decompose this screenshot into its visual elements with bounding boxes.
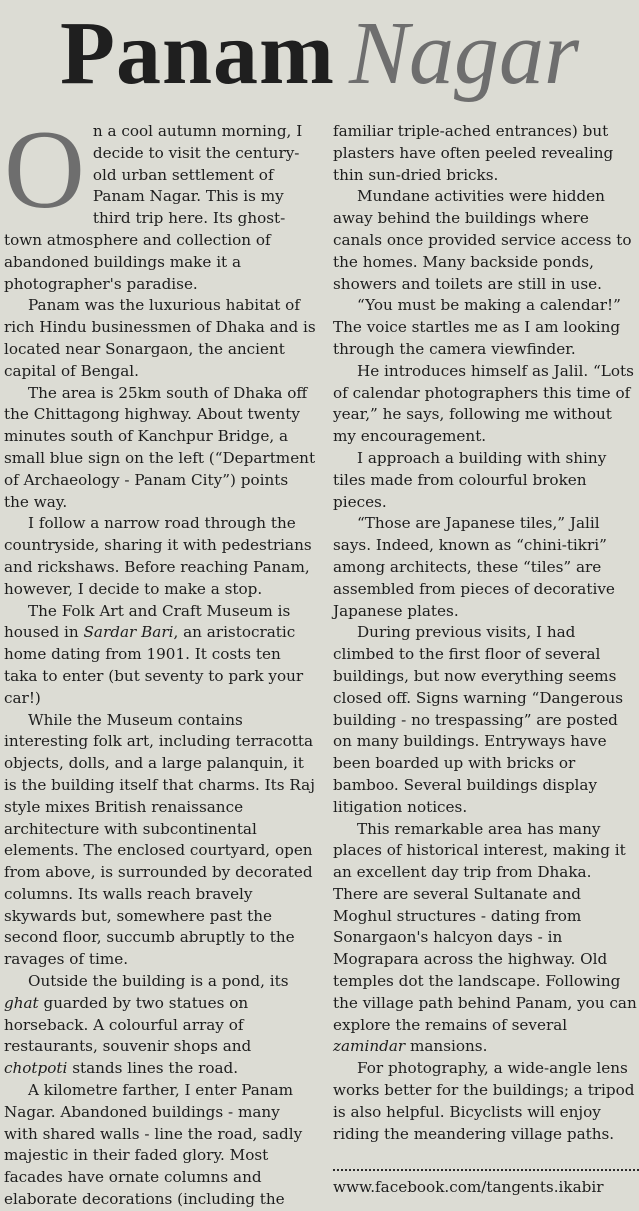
dotted-divider — [333, 1169, 639, 1171]
paragraph: During previous visits, I had climbed to the first floor of several buildings, but now everything seems closed off. Signs warning “Dangerous building - no trespassing” are posted on many buildings. Entryways have been boarded up with bricks or bamboo. Several buildings display litigation notices. — [333, 623, 624, 816]
paragraph: For photography, a wide-angle lens works better for the buildings; a tripod is also helpful. Bicyclists will enjoy riding the meandering village paths. — [333, 1059, 635, 1143]
paragraph: The Folk Art and Craft Museum is housed in Sardar Bari, an aristocratic home dating from 1901. It costs ten taka to enter (but seventy to park your car!) — [4, 601, 304, 707]
paragraph: “Those are Japanese tiles,” Jalil says. Indeed, known as “chini-tikri” among architects, these “tiles” are assembled from pieces of decorative Japanese plates. — [333, 514, 615, 620]
paragraph: I follow a narrow road through the countryside, sharing it with pedestrians and rickshaws. Before reaching Panam, however, I decide to make a stop. — [4, 514, 312, 598]
paragraph: I approach a building with shiny tiles made from colourful broken pieces. — [333, 448, 607, 511]
paragraph: He introduces himself as Jalil. “Lots of calendar photographers this time of year,” he says, following me without my encouragement. — [333, 361, 634, 446]
paragraph: Outside the building is a pond, its ghat guarded by two statues on horseback. A colourful array of restaurants, souvenir shops and chotpoti stands lines the road. — [4, 972, 289, 1078]
headline-word-panam: Panam — [59, 4, 335, 103]
headline — [0, 0, 639, 108]
paragraph: The area is 25km south of Dhaka off the Chittagong highway. About twenty minutes south of Kanchpur Bridge, a small blue sign on the left (“Department of Archaeology - Panam City”) points the way. — [4, 383, 316, 511]
paragraph: On a cool autumn morning, I decide to visit the century-old urban settlement of Panam Nagar. This is my third trip here. Its ghost-town atmosphere and collection of abandoned buildings make it a photographer's paradise. — [4, 108, 303, 293]
italic-term: Sardar Bari — [83, 623, 174, 642]
article-column-right — [333, 121, 639, 1197]
photo-credit-link[interactable]: www.facebook.com/tangents.ikabir — [333, 1178, 604, 1197]
paragraph: “You must be making a calendar!” The voice startles me as I am looking through the camera viewfinder. — [333, 296, 621, 358]
italic-term: ghat — [4, 993, 39, 1012]
paragraph: Panam was the luxurious habitat of rich Hindu businessmen of Dhaka and is located near Sonargaon, the ancient capital of Bengal. — [4, 296, 316, 380]
italic-term: zamindar — [333, 1037, 406, 1056]
italic-term: chotpoti — [4, 1059, 68, 1078]
drop-cap: O — [4, 108, 85, 232]
paragraph: While the Museum contains interesting folk art, including terracotta objects, dolls, and a large palanquin, it is the building itself that charms. Its Raj style mixes British renaissance architecture with subcontinental elements. The enclosed courtyard, open from above, is surrounded by decorated columns. Its walls reach bravely skywards but, somewhere past the second floor, succumb abruptly to the ravages of time. — [4, 710, 315, 969]
paragraph: This remarkable area has many places of historical interest, making it an excellent day trip from Dhaka. There are several Sultanate and Moghul structures - dating from Sonargaon's halcyon days - in Mograpara across the highway. Old temples dot the landscape. Following the village path behind Panam, you can explore the remains of several zamindar mansions. — [333, 819, 637, 1056]
paragraph: Mundane activities were hidden away behind the buildings where canals once provided service access to the homes. Many backside ponds, showers and toilets are still in use. — [333, 187, 632, 293]
paragraph: A kilometre farther, I enter Panam Nagar. Abandoned buildings - many with shared walls - line the road, sadly majestic in their faded glory. Most facades have ornate columns and elaborate decorations (including the — [4, 1081, 303, 1209]
paragraph: familiar triple-ached entrances) but plasters have often peeled revealing thin sun-dried bricks. — [333, 122, 614, 184]
headline-word-nagar: Nagar — [348, 4, 580, 103]
article-column-left — [4, 108, 317, 1209]
